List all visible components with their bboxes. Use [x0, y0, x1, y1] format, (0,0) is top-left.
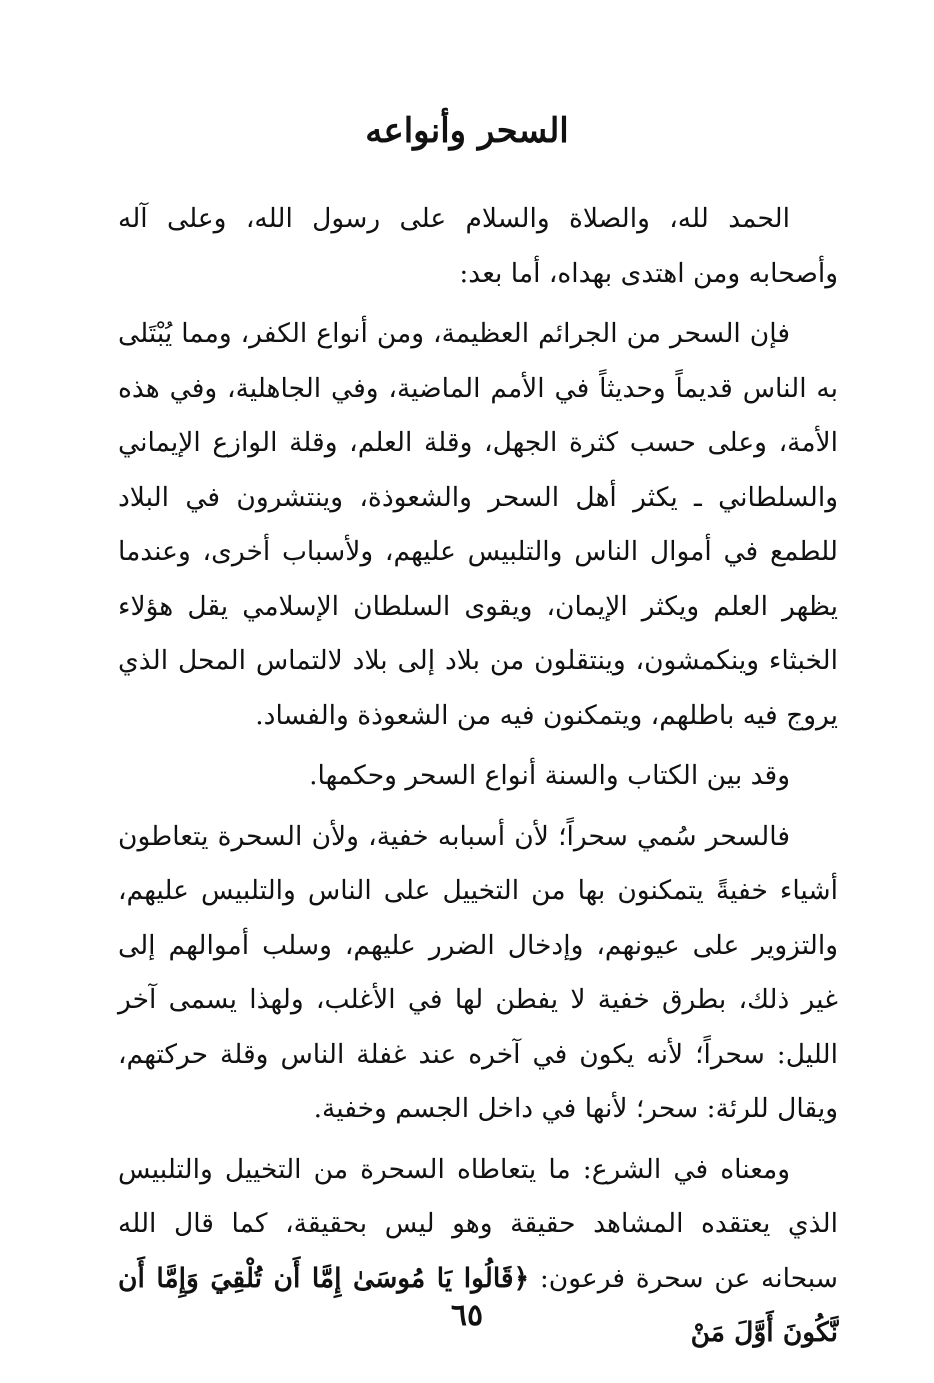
paragraph-text: فالسحر سُمي سحراً؛ لأن أسبابه خفية، ولأن السحرة يتعاطون أشياء خفيةً يتمكنون بها من التخييل على الناس والتلبيس عليهم، والتزوير على عيونهم، وإدخال الضرر عليهم، وسلب أموالهم إلى غير ذلك، بطرق خفية لا يفطن لها في الأغلب، ولهذا يسمى آخر الليل: سحراً؛ لأنه يكون في آخره عند غفلة الناس وقلة حركتهم، ويقال للرئة: سحر؛ لأنها في داخل الجسم وخفية. [118, 820, 838, 1124]
paragraph-text: ومعناه في الشرع: ما يتعاطاه السحرة من التخييل والتلبيس الذي يعتقده المشاهد حقيقة وهو ليس بحقيقة، كما قال الله سبحانه عن سحرة فرعون: [118, 1153, 838, 1294]
quran-bracket-open: ﴿ [513, 1262, 530, 1294]
page-title: السحر وأنواعه [365, 111, 569, 151]
paragraph-types [118, 749, 838, 804]
paragraph-intro [118, 192, 838, 301]
paragraph-text: وقد بين الكتاب والسنة أنواع السحر وحكمها. [309, 760, 790, 791]
paragraph-text: الحمد لله، والصلاة والسلام على رسول الله، وعلى آله وأصحابه ومن اهتدى بهداه، أما بعد: [118, 203, 838, 289]
paragraph-magic-crimes [118, 307, 838, 743]
page-number: ٦٥ [450, 1298, 484, 1333]
paragraph-definition-language [118, 810, 838, 1137]
quran-verse: قَالُوا يَا مُوسَىٰ إِمَّا أَن تُلْقِيَ وَإِمَّا أَن نَّكُونَ أَوَّلَ مَنْ [118, 1262, 838, 1348]
paragraph-text: فإن السحر من الجرائم العظيمة، ومن أنواع الكفر، ومما يُبْتَلى به الناس قديماً وحديثاً في الأمم الماضية، وفي الجاهلية، وفي هذه الأمة، وعلى حسب كثرة الجهل، وقلة العلم، وقلة الوازع الإيماني والسلطاني ـ يكثر أهل السحر والشعوذة، وينتشرون في البلاد للطمع في أموال الناس والتلبيس عليهم، ولأسباب أخرى، وعندما يظهر العلم ويكثر الإيمان، ويقوى السلطان الإسلامي يقل هؤلاء الخبثاء وينكمشون، وينتقلون من بلاد إلى بلاد لالتماس المحل الذي يروج فيه باطلهم، ويتمكنون فيه من الشعوذة والفساد. [118, 318, 838, 731]
page-body [118, 192, 838, 1361]
